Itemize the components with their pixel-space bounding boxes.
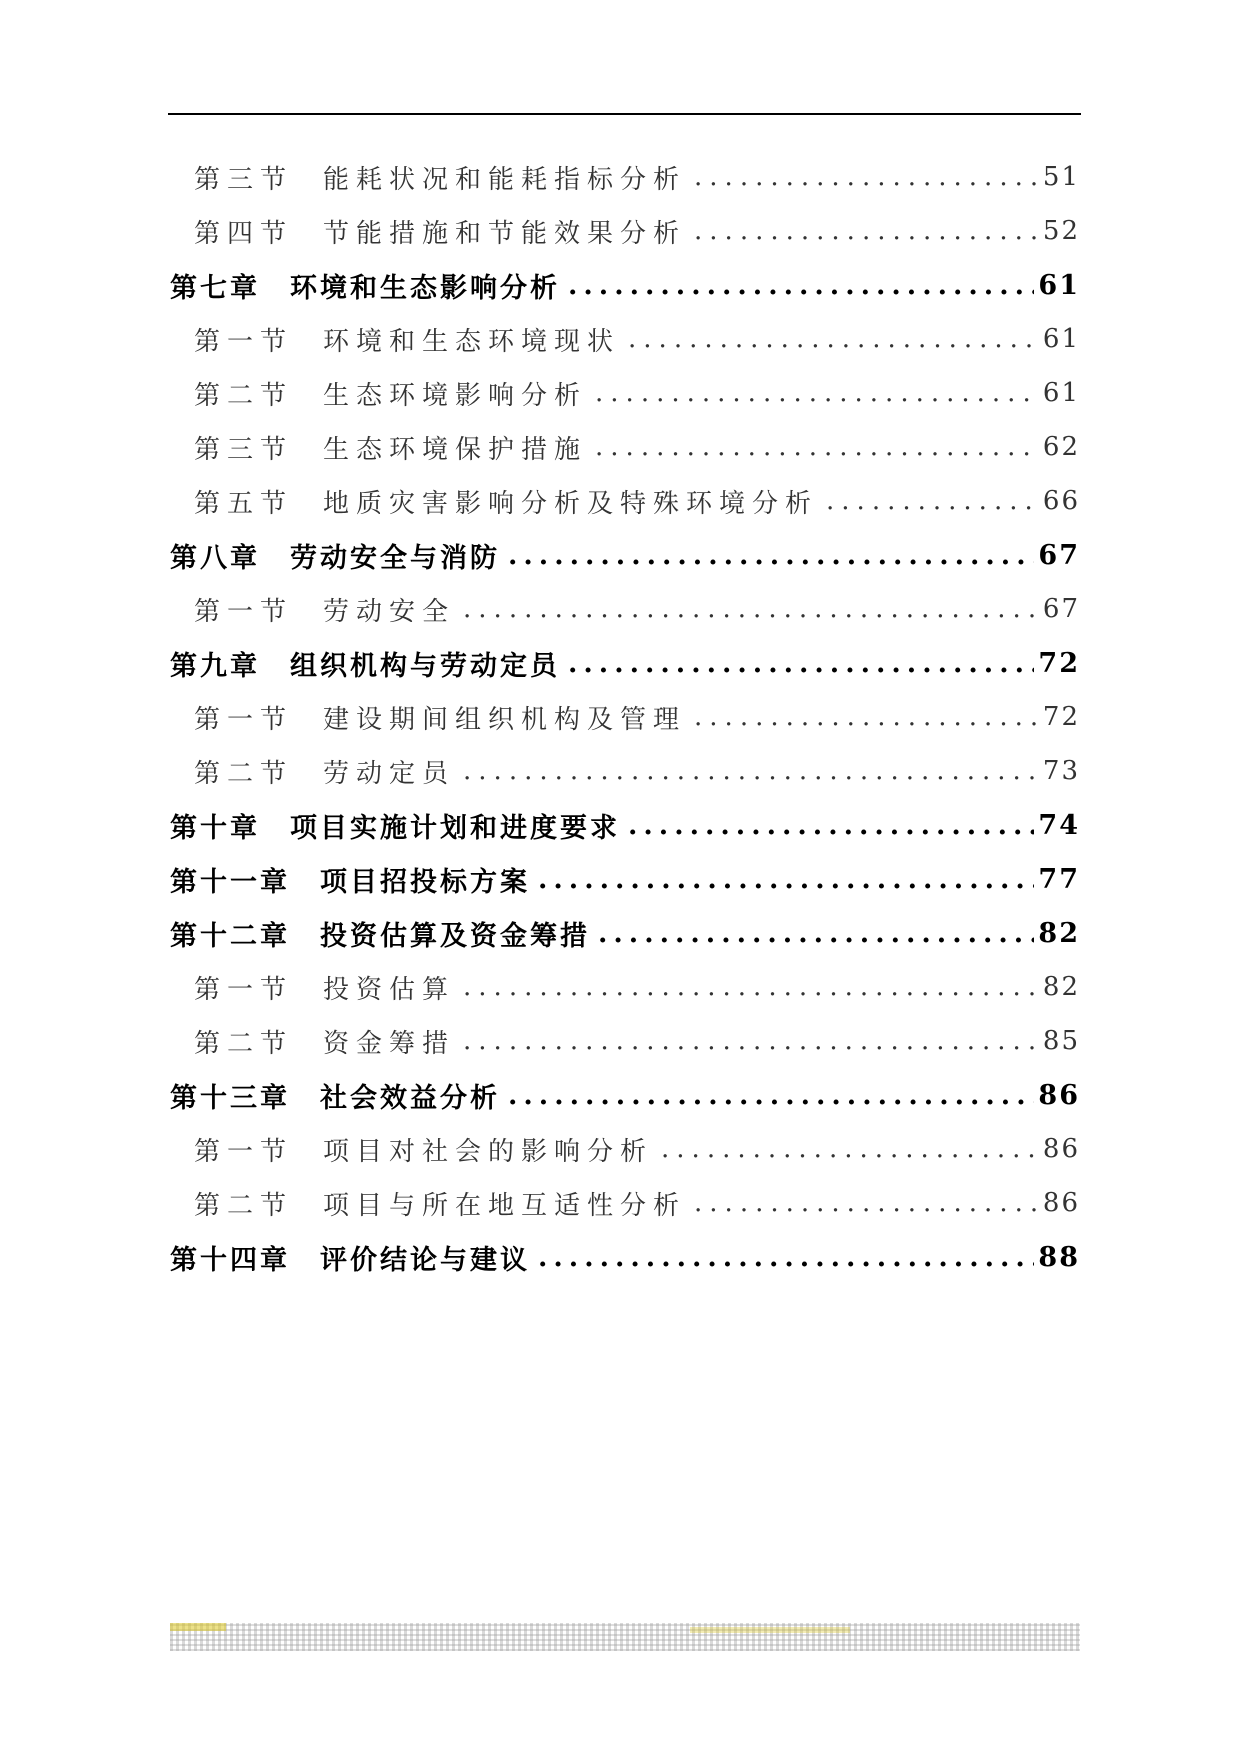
toc-chapter-entry[interactable] bbox=[170, 798, 1080, 852]
toc-entry-title: 生态环境影响分析 bbox=[323, 380, 588, 411]
toc-entry[interactable] bbox=[170, 690, 1080, 744]
footer-highlight bbox=[170, 1623, 226, 1631]
toc-chapter-entry[interactable] bbox=[170, 636, 1080, 690]
toc-entry-title: 生态环境保护措施 bbox=[323, 434, 588, 465]
toc-entry-number: 第七章 bbox=[170, 272, 260, 304]
toc-entry-page: 72 bbox=[1038, 647, 1080, 679]
toc-entry-title: 劳动安全 bbox=[323, 596, 456, 627]
toc-entry-page: 72 bbox=[1042, 702, 1080, 732]
toc-chapter-entry[interactable] bbox=[170, 906, 1080, 960]
toc-entry-number: 第一节 bbox=[194, 326, 294, 357]
toc-entry-title: 环境和生态环境现状 bbox=[323, 326, 621, 357]
toc-chapter-entry[interactable] bbox=[170, 1230, 1080, 1284]
toc-entry-page: 67 bbox=[1038, 539, 1080, 571]
toc-leader-dots bbox=[568, 270, 1034, 301]
toc-chapter-entry[interactable] bbox=[170, 528, 1080, 582]
toc-entry-page: 86 bbox=[1042, 1134, 1080, 1164]
toc-entry-title: 投资估算 bbox=[323, 974, 456, 1005]
toc-entry-page: 85 bbox=[1042, 1026, 1080, 1056]
toc-entry-number: 第一节 bbox=[194, 1136, 294, 1167]
toc-leader-dots bbox=[826, 486, 1039, 516]
toc-entry-number: 第二节 bbox=[194, 380, 294, 411]
toc-entry-title: 环境和生态影响分析 bbox=[290, 272, 560, 304]
toc-entry[interactable] bbox=[170, 744, 1080, 798]
toc-leader-dots bbox=[694, 216, 1039, 246]
toc-leader-dots bbox=[463, 1026, 1039, 1056]
toc-entry[interactable] bbox=[170, 582, 1080, 636]
toc-entry[interactable] bbox=[170, 204, 1080, 258]
toc-leader-dots bbox=[694, 1188, 1039, 1218]
toc-entry-number: 第五节 bbox=[194, 488, 294, 519]
toc-entry-page: 62 bbox=[1042, 432, 1080, 462]
toc-entry-title: 社会效益分析 bbox=[320, 1082, 500, 1114]
toc-entry-number: 第二节 bbox=[194, 758, 294, 789]
toc-entry-page: 74 bbox=[1038, 809, 1080, 841]
toc-entry-title: 组织机构与劳动定员 bbox=[290, 650, 560, 682]
footer-highlight bbox=[690, 1627, 850, 1633]
toc-entry[interactable] bbox=[170, 474, 1080, 528]
toc-chapter-entry[interactable] bbox=[170, 1068, 1080, 1122]
toc-entry-page: 77 bbox=[1038, 863, 1080, 895]
toc-leader-dots bbox=[538, 864, 1034, 895]
toc-entry-number: 第九章 bbox=[170, 650, 260, 682]
toc-entry-page: 86 bbox=[1042, 1188, 1080, 1218]
table-of-contents bbox=[170, 150, 1080, 1284]
toc-entry-title: 资金筹措 bbox=[323, 1028, 456, 1059]
toc-entry[interactable] bbox=[170, 150, 1080, 204]
toc-entry-page: 61 bbox=[1042, 324, 1080, 354]
toc-entry-page: 82 bbox=[1042, 972, 1080, 1002]
toc-entry-page: 86 bbox=[1038, 1079, 1080, 1111]
toc-entry[interactable] bbox=[170, 312, 1080, 366]
toc-entry-number: 第三节 bbox=[194, 434, 294, 465]
footer-fine-print bbox=[170, 1623, 1080, 1651]
toc-entry[interactable] bbox=[170, 1122, 1080, 1176]
toc-entry[interactable] bbox=[170, 366, 1080, 420]
toc-entry-title: 评价结论与建议 bbox=[320, 1244, 530, 1276]
toc-chapter-entry[interactable] bbox=[170, 852, 1080, 906]
toc-entry-number: 第一节 bbox=[194, 974, 294, 1005]
toc-entry-page: 52 bbox=[1042, 216, 1080, 246]
toc-leader-dots bbox=[595, 378, 1039, 408]
toc-entry-number: 第十二章 bbox=[170, 920, 290, 952]
toc-entry-number: 第八章 bbox=[170, 542, 260, 574]
toc-entry-page: 73 bbox=[1042, 756, 1080, 786]
toc-leader-dots bbox=[694, 162, 1039, 192]
toc-entry-page: 66 bbox=[1042, 486, 1080, 516]
toc-entry-title: 劳动定员 bbox=[323, 758, 456, 789]
toc-leader-dots bbox=[508, 1080, 1034, 1111]
toc-leader-dots bbox=[598, 918, 1034, 949]
toc-leader-dots bbox=[694, 702, 1039, 732]
toc-leader-dots bbox=[628, 810, 1034, 841]
toc-leader-dots bbox=[628, 324, 1039, 354]
toc-leader-dots bbox=[508, 540, 1034, 571]
toc-entry-title: 建设期间组织机构及管理 bbox=[323, 704, 687, 735]
toc-entry-title: 地质灾害影响分析及特殊环境分析 bbox=[323, 488, 819, 519]
toc-entry[interactable] bbox=[170, 1176, 1080, 1230]
toc-entry-number: 第一节 bbox=[194, 704, 294, 735]
toc-entry-page: 88 bbox=[1038, 1241, 1080, 1273]
toc-entry[interactable] bbox=[170, 960, 1080, 1014]
toc-leader-dots bbox=[568, 648, 1034, 679]
toc-leader-dots bbox=[463, 972, 1039, 1002]
toc-leader-dots bbox=[595, 432, 1039, 462]
toc-entry-page: 67 bbox=[1042, 594, 1080, 624]
toc-leader-dots bbox=[463, 594, 1039, 624]
toc-entry-page: 51 bbox=[1042, 162, 1080, 192]
toc-chapter-entry[interactable] bbox=[170, 258, 1080, 312]
toc-entry-title: 节能措施和节能效果分析 bbox=[323, 218, 687, 249]
toc-entry-title: 项目对社会的影响分析 bbox=[323, 1136, 654, 1167]
toc-entry-number: 第十章 bbox=[170, 812, 260, 844]
toc-entry-number: 第十四章 bbox=[170, 1244, 290, 1276]
header-rule bbox=[168, 113, 1081, 115]
toc-entry-number: 第一节 bbox=[194, 596, 294, 627]
toc-entry[interactable] bbox=[170, 420, 1080, 474]
toc-leader-dots bbox=[463, 756, 1039, 786]
toc-leader-dots bbox=[661, 1134, 1039, 1164]
toc-entry-page: 61 bbox=[1042, 378, 1080, 408]
toc-entry-title: 项目实施计划和进度要求 bbox=[290, 812, 620, 844]
toc-entry-title: 投资估算及资金筹措 bbox=[320, 920, 590, 952]
toc-leader-dots bbox=[538, 1242, 1034, 1273]
toc-entry-number: 第十三章 bbox=[170, 1082, 290, 1114]
toc-entry-page: 82 bbox=[1038, 917, 1080, 949]
toc-entry[interactable] bbox=[170, 1014, 1080, 1068]
toc-entry-number: 第十一章 bbox=[170, 866, 290, 898]
toc-entry-number: 第三节 bbox=[194, 164, 294, 195]
toc-entry-number: 第二节 bbox=[194, 1028, 294, 1059]
toc-entry-title: 项目与所在地互适性分析 bbox=[323, 1190, 687, 1221]
toc-entry-page: 61 bbox=[1038, 269, 1080, 301]
toc-entry-title: 能耗状况和能耗指标分析 bbox=[323, 164, 687, 195]
toc-entry-title: 项目招投标方案 bbox=[320, 866, 530, 898]
toc-entry-title: 劳动安全与消防 bbox=[290, 542, 500, 574]
toc-entry-number: 第二节 bbox=[194, 1190, 294, 1221]
toc-entry-number: 第四节 bbox=[194, 218, 294, 249]
